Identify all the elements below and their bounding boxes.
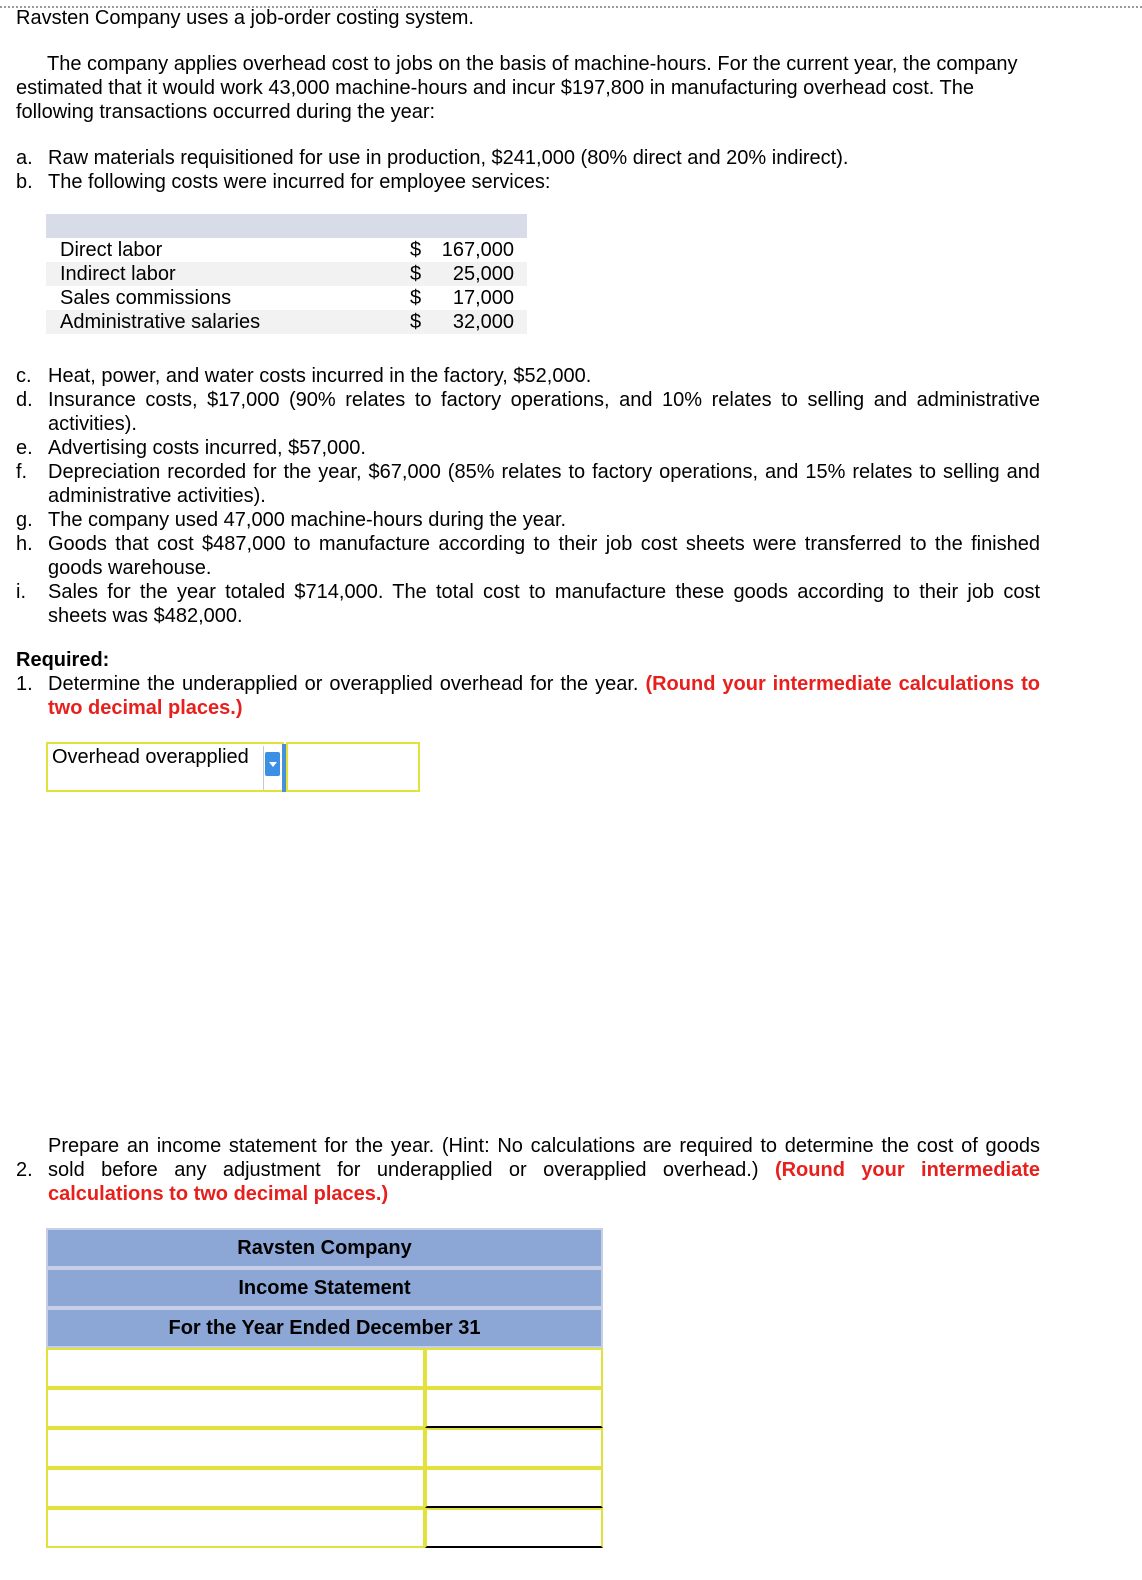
intro-paragraph: The company applies overhead cost to jobs on the basis of machine-hours. For the current year, the company estimated that it would work 43,000 machine-hours and incur $197,800 in manufacturing overhead cost. The following transactions occurred during the year: — [16, 53, 1018, 123]
transaction-a: a. Raw materials requisitioned for use in production, $241,000 (80% direct and 20% indirect). — [16, 147, 849, 169]
row-label-input[interactable] — [46, 1428, 425, 1468]
question-2: 2. Prepare an income statement for the year. (Hint: No calculations are required to determine the cost of goods sold before any adjustment for underapplied or overapplied overhead.) (Round your intermediate calculations to two decimal places.) — [16, 1135, 1040, 1205]
transactions-ci — [16, 364, 1040, 628]
transactions-ab — [16, 146, 1040, 194]
row-label-input[interactable] — [46, 1388, 425, 1428]
transaction-g: g. The company used 47,000 machine-hours during the year. — [16, 509, 567, 531]
dropdown-button[interactable] — [263, 746, 282, 790]
transaction-c: c. Heat, power, and water costs incurred in the factory, $52,000. — [16, 365, 592, 387]
cost-row: Sales commissions $ 17,000 — [46, 286, 527, 310]
cost-row: Indirect labor $ 25,000 — [46, 262, 527, 286]
transaction-b: b. The following costs were incurred for employee services: — [16, 171, 551, 193]
transaction-d: d. Insurance costs, $17,000 (90% relates to factory operations, and 10% relates to selling and administrative activities). — [16, 389, 1040, 435]
transaction-h: h. Goods that cost $487,000 to manufacture according to their job cost sheets were transferred to the finished goods warehouse. — [16, 533, 1040, 579]
statement-row — [46, 1428, 603, 1468]
statement-row — [46, 1388, 603, 1428]
cost-row: Administrative salaries $ 32,000 — [46, 310, 527, 334]
overhead-status-dropdown[interactable] — [46, 742, 284, 792]
required-heading: Required: — [16, 649, 110, 671]
row-amount-input[interactable] — [425, 1468, 603, 1508]
intro-line: Ravsten Company uses a job-order costing system. — [16, 7, 474, 29]
transaction-e: e. Advertising costs incurred, $57,000. — [16, 437, 366, 459]
row-label-input[interactable] — [46, 1468, 425, 1508]
row-amount-input[interactable] — [425, 1348, 603, 1388]
statement-row — [46, 1348, 603, 1388]
overhead-status-value: Overhead overapplied — [52, 746, 249, 768]
row-amount-input[interactable] — [425, 1388, 603, 1428]
row-amount-input[interactable] — [425, 1428, 603, 1468]
row-label-input[interactable] — [46, 1348, 425, 1388]
row-amount-input[interactable] — [425, 1508, 603, 1548]
employee-costs-table — [46, 214, 527, 334]
question-1: 1. Determine the underapplied or overapplied overhead for the year. (Round your intermediate calculations to two decimal places.) — [16, 673, 1040, 719]
overhead-amount-input[interactable] — [286, 742, 420, 792]
transaction-f: f. Depreciation recorded for the year, $67,000 (85% relates to factory operations, and 15% relates to selling and administrative activities). — [16, 461, 1040, 507]
statement-row — [46, 1468, 603, 1508]
statement-title: Income Statement — [46, 1268, 603, 1308]
statement-period: For the Year Ended December 31 — [46, 1308, 603, 1348]
transaction-i: i. Sales for the year totaled $714,000. The total cost to manufacture these goods according to their job cost sheets was $482,000. — [16, 581, 1040, 627]
chevron-down-icon — [265, 752, 280, 776]
row-label-input[interactable] — [46, 1508, 425, 1548]
cost-row: Direct labor $ 167,000 — [46, 238, 527, 262]
income-statement — [46, 1228, 603, 1548]
statement-row — [46, 1508, 603, 1548]
company-name: Ravsten Company — [46, 1228, 603, 1268]
